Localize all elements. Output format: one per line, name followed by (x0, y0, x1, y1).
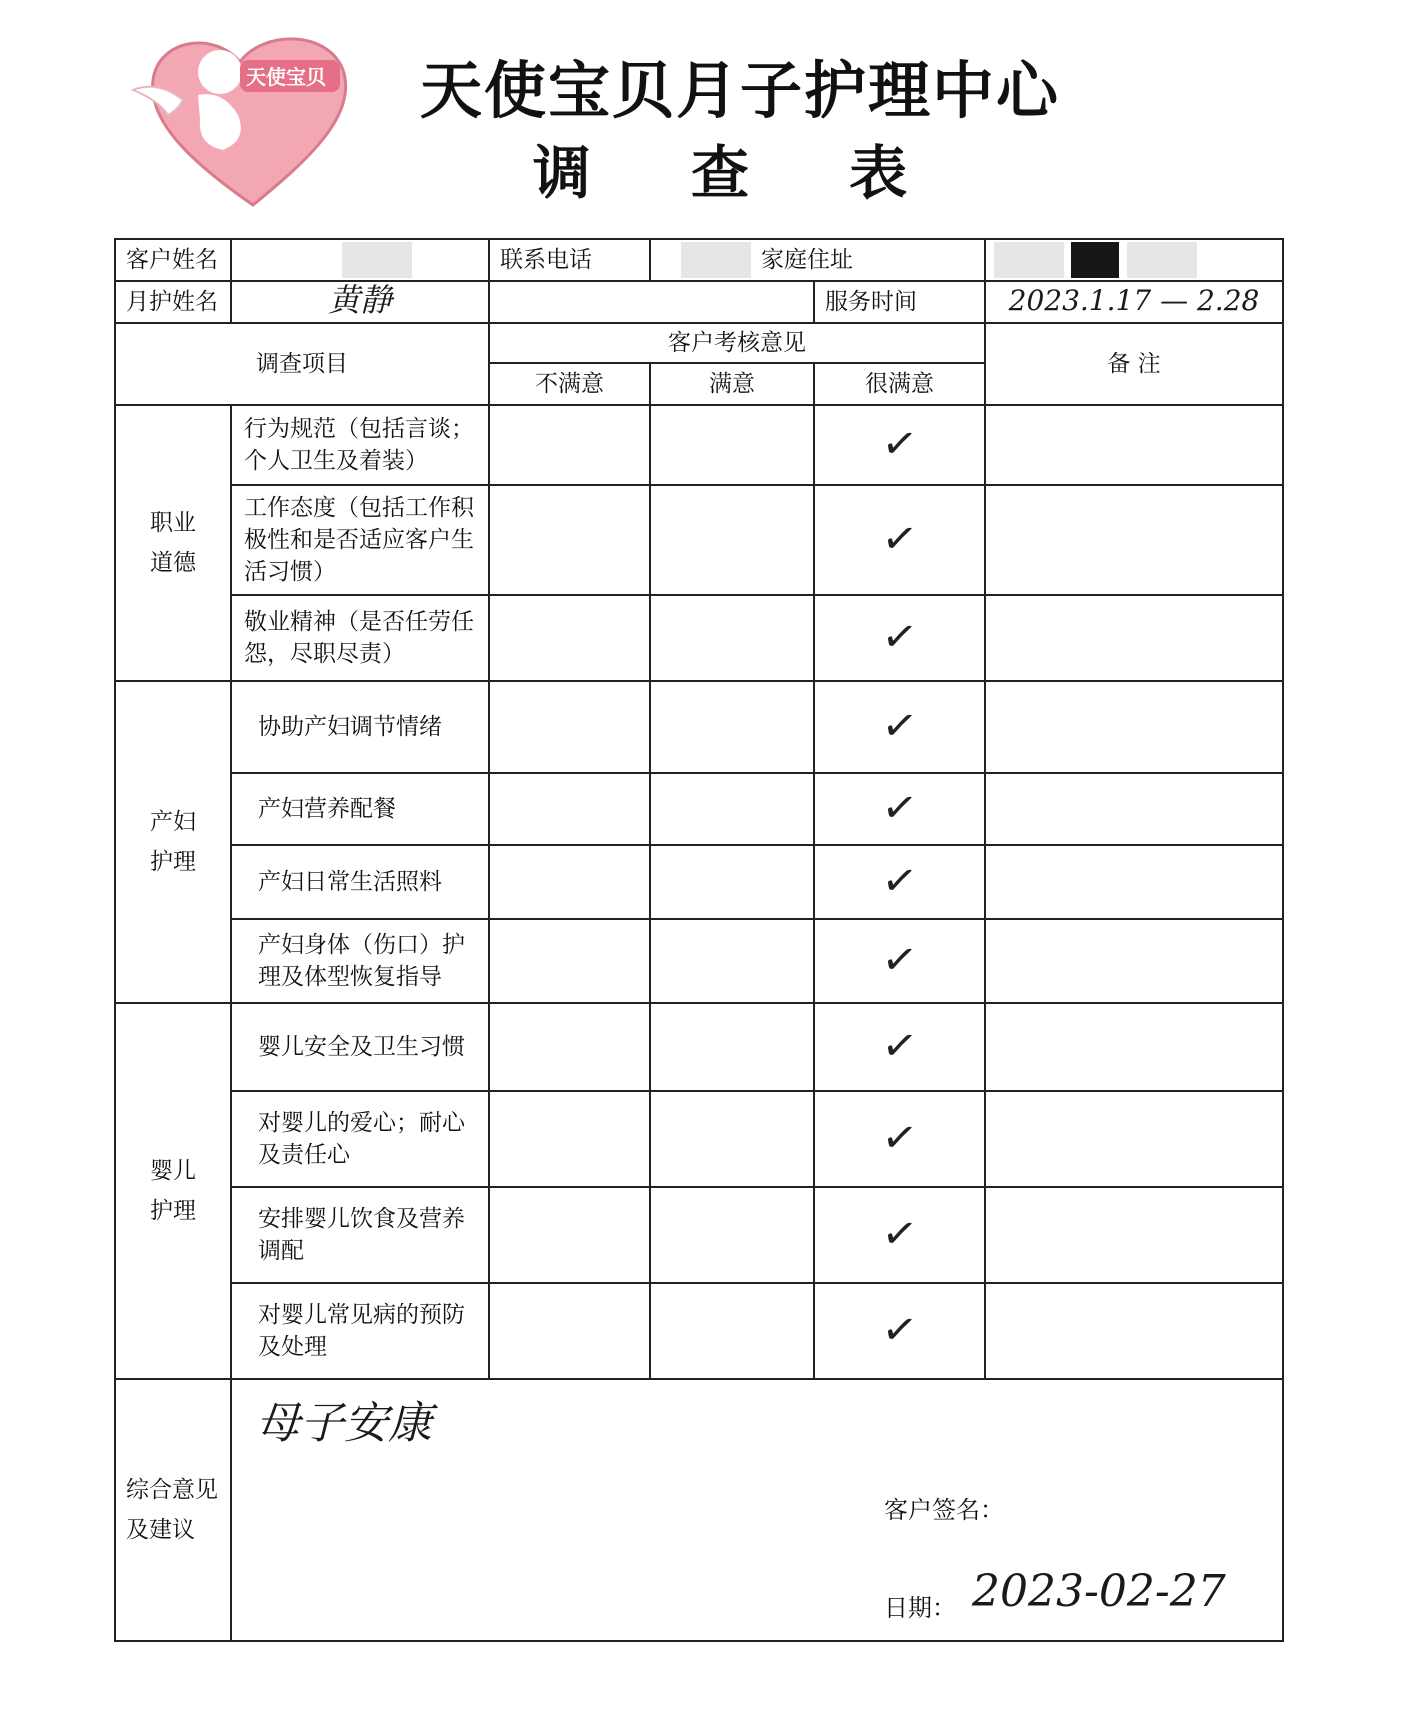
nurse-name-value: 黄静 (231, 281, 489, 323)
very-satisfied-cell (814, 1283, 985, 1379)
check-mark-icon: ✓ (878, 416, 921, 471)
very-satisfied-cell (814, 1187, 985, 1283)
check-mark-icon: ✓ (878, 853, 921, 908)
remarks-cell (985, 681, 1283, 773)
dissatisfied-cell (489, 681, 650, 773)
satisfied-cell (650, 1091, 814, 1187)
service-time-value: 2023.1.17 — 2.28 (985, 281, 1283, 323)
check-mark-icon: ✓ (878, 698, 921, 753)
survey-item-label: 婴儿安全及卫生习惯 (231, 1003, 489, 1091)
dissatisfied-cell (489, 1187, 650, 1283)
dissatisfied-cell (489, 485, 650, 595)
very-satisfied-cell (814, 773, 985, 845)
survey-item-label: 对婴儿的爱心；耐心及责任心 (231, 1091, 489, 1187)
category-professional-ethics: 职业 道德 (115, 405, 231, 681)
satisfied-cell (650, 485, 814, 595)
satisfied-cell (650, 1003, 814, 1091)
dissatisfied-cell (489, 773, 650, 845)
satisfied-header: 满意 (650, 363, 814, 405)
signature-label: 客户签名： (884, 1496, 1004, 1524)
check-mark-icon: ✓ (878, 1302, 921, 1357)
check-mark-icon: ✓ (878, 780, 921, 835)
satisfied-cell (650, 595, 814, 681)
very-satisfied-cell (814, 595, 985, 681)
summary-comment: 母子安康 (256, 1398, 432, 1449)
very-satisfied-cell (814, 1091, 985, 1187)
check-mark-icon: ✓ (878, 511, 921, 566)
satisfied-cell (650, 845, 814, 919)
remarks-cell (985, 485, 1283, 595)
satisfied-cell (650, 1283, 814, 1379)
dissatisfied-header: 不满意 (489, 363, 650, 405)
remarks-cell (985, 1003, 1283, 1091)
dissatisfied-cell (489, 1091, 650, 1187)
category-infant-care: 婴儿 护理 (115, 1003, 231, 1379)
survey-item-label: 产妇身体（伤口）护理及体型恢复指导 (231, 919, 489, 1003)
summary-area (231, 1379, 1283, 1641)
service-time-label: 服务时间 (814, 281, 985, 323)
very-satisfied-cell (814, 485, 985, 595)
survey-item-label: 敬业精神（是否任劳任怨，尽职尽责） (231, 595, 489, 681)
satisfied-cell (650, 773, 814, 845)
survey-item-label: 产妇日常生活照料 (231, 845, 489, 919)
remarks-cell (985, 595, 1283, 681)
very-satisfied-cell (814, 681, 985, 773)
remarks-cell (985, 1187, 1283, 1283)
redacted-block (1127, 242, 1197, 278)
nurse-name-label: 月护姓名 (115, 281, 231, 323)
summary-label: 综合意见 及建议 (115, 1379, 231, 1641)
date-label: 日期： (884, 1594, 956, 1622)
very-satisfied-cell (814, 1003, 985, 1091)
remarks-cell (985, 845, 1283, 919)
angel-head-icon (198, 50, 242, 94)
logo (128, 20, 378, 210)
remarks-cell (985, 919, 1283, 1003)
survey-item-label: 对婴儿常见病的预防及处理 (231, 1283, 489, 1379)
dissatisfied-cell (489, 1283, 650, 1379)
check-mark-icon: ✓ (878, 1018, 921, 1073)
dissatisfied-cell (489, 1003, 650, 1091)
dissatisfied-cell (489, 405, 650, 485)
redacted-block (1071, 242, 1119, 278)
remarks-cell (985, 773, 1283, 845)
address-label: 家庭住址 (761, 247, 853, 273)
satisfied-cell (650, 1187, 814, 1283)
page-title: 天使宝贝月子护理中心 (419, 54, 1060, 127)
address-value (985, 239, 1283, 281)
category-maternal-care: 产妇 护理 (115, 681, 231, 1003)
very-satisfied-header: 很满意 (814, 363, 985, 405)
check-mark-icon: ✓ (878, 1206, 921, 1261)
page-subtitle: 调 查 表 (532, 139, 948, 207)
survey-item-header: 调查项目 (115, 323, 489, 405)
phone-label: 联系电话 (489, 239, 650, 281)
survey-item-label: 产妇营养配餐 (231, 773, 489, 845)
survey-item-label: 工作态度（包括工作积极性和是否适应客户生活习惯） (231, 485, 489, 595)
customer-name-value (231, 239, 489, 281)
date-value: 2023-02-27 (972, 1566, 1226, 1617)
very-satisfied-cell (814, 405, 985, 485)
remarks-header: 备 注 (985, 323, 1283, 405)
dissatisfied-cell (489, 595, 650, 681)
remarks-cell (985, 1091, 1283, 1187)
survey-item-label: 协助产妇调节情绪 (231, 681, 489, 773)
check-mark-icon: ✓ (878, 609, 921, 664)
redacted-block (994, 242, 1064, 278)
logo-text: 天使宝贝 (246, 65, 326, 89)
satisfied-cell (650, 919, 814, 1003)
redacted-block (342, 242, 412, 278)
survey-table (114, 238, 1284, 1642)
phone-value (650, 239, 985, 281)
satisfied-cell (650, 405, 814, 485)
opinion-group-header: 客户考核意见 (489, 323, 985, 363)
survey-item-label: 行为规范（包括言谈；个人卫生及着装） (231, 405, 489, 485)
dissatisfied-cell (489, 919, 650, 1003)
remarks-cell (985, 405, 1283, 485)
check-mark-icon: ✓ (878, 1110, 921, 1165)
satisfied-cell (650, 681, 814, 773)
very-satisfied-cell (814, 845, 985, 919)
check-mark-icon: ✓ (878, 932, 921, 987)
dissatisfied-cell (489, 845, 650, 919)
remarks-cell (985, 1283, 1283, 1379)
redacted-block (681, 242, 751, 278)
very-satisfied-cell (814, 919, 985, 1003)
survey-item-label: 安排婴儿饮食及营养调配 (231, 1187, 489, 1283)
customer-name-label: 客户姓名 (115, 239, 231, 281)
